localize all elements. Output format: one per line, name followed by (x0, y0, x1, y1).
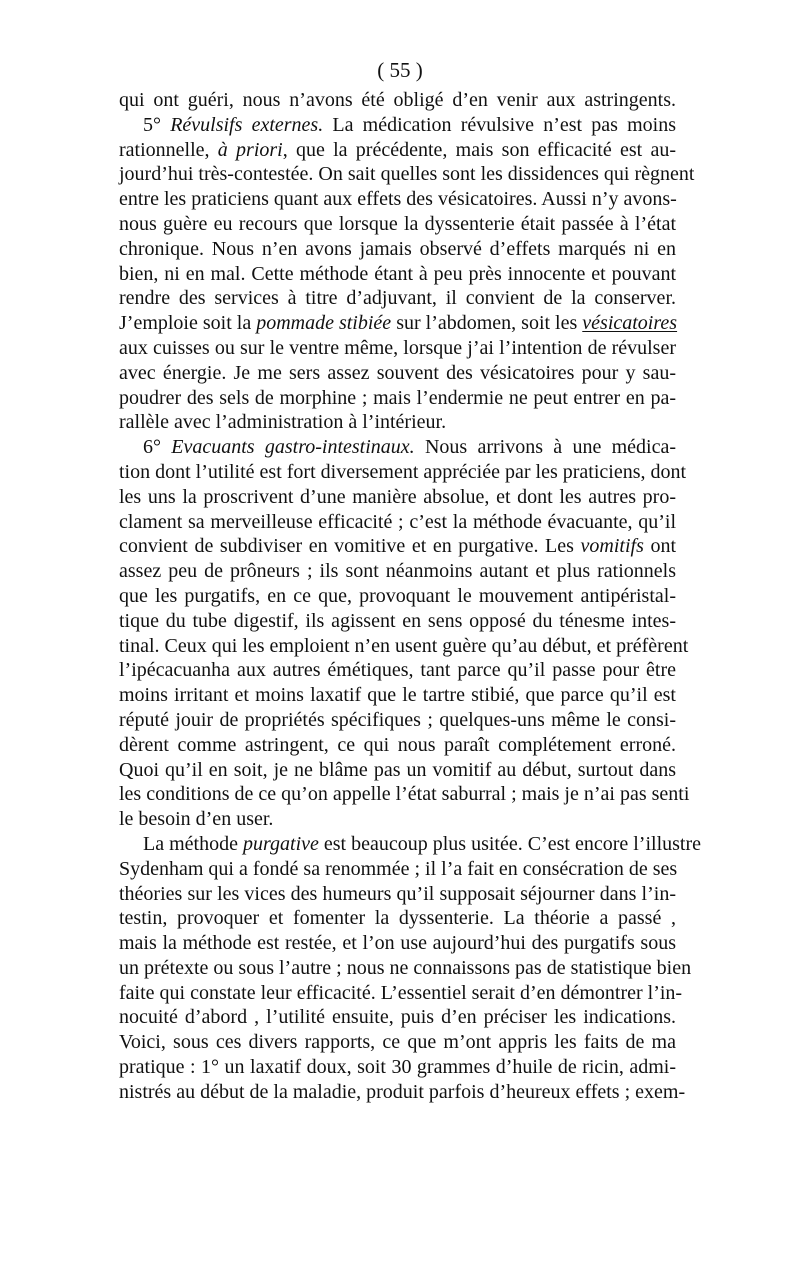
text-line (119, 361, 676, 386)
text-line (119, 1030, 676, 1055)
text-span: J’emploie soit la (119, 312, 257, 335)
text-line (119, 460, 687, 485)
text-line (119, 534, 676, 559)
text-span: entre les praticiens quant aux effets des vésicatoires. Aussi n’y avons- (119, 188, 677, 211)
text-line (119, 832, 701, 857)
text-line (119, 733, 676, 758)
text-span: nistrés au début de la maladie, produit parfois d’heureux effets ; exem- (119, 1080, 686, 1103)
text-span: Quoi qu’il en soit, je ne blâme pas un vomitif au début, surtout dans (119, 758, 676, 781)
text-span: bien, ni en mal. Cette méthode étant à peu près innocente et pouvant (119, 262, 676, 285)
text-span: avec énergie. Je me sers assez souvent des vésicatoires pour y sau- (119, 361, 676, 384)
text-span: que les purgatifs, en ce que, provoquant le mouvement antipéristal- (119, 584, 676, 607)
text-span: faite qui constate leur efficacité. L’essentiel serait d’en démontrer l’in- (119, 981, 683, 1004)
text-line (119, 1005, 676, 1030)
text-line (119, 758, 676, 783)
text-span: 6° (143, 436, 172, 459)
text-span: Sydenham qui a fondé sa renommée ; il l’a fait en consécration de ses (119, 857, 678, 880)
text-span: est beaucoup plus usitée. C’est encore l’illustre (318, 832, 701, 855)
text-line (119, 386, 676, 411)
text-span: tique du tube digestif, ils agissent en sens opposé du ténesme intes- (119, 609, 676, 632)
page-number: ( 55 ) (377, 58, 423, 82)
text-line (119, 1080, 686, 1105)
italic-text: Evacuants gastro-intestinaux. (171, 436, 415, 459)
text-span: réputé jouir de propriétés spécifiques ; quelques-uns même le consi- (119, 708, 676, 731)
text-line (119, 981, 683, 1006)
text-span: aux cuisses ou sur le ventre même, lorsque j’ai l’intention de révulser (119, 336, 676, 359)
text-span: rendre des services à titre d’adjuvant, il convient de la conserver. (119, 287, 676, 310)
text-line (119, 237, 676, 262)
text-span: rationnelle, (119, 138, 218, 161)
text-line (119, 262, 676, 287)
text-span: ont (643, 535, 676, 558)
text-line (119, 286, 676, 311)
text-span: l’ipécacuanha aux autres émétiques, tant parce qu’il passe pour être (119, 659, 676, 682)
text-span: testin, provoquer et fomenter la dyssenterie. La théorie a passé , (119, 907, 676, 930)
text-span: chronique. Nous n’en avons jamais observé d’effets marqués ni en (119, 237, 676, 260)
text-line (119, 683, 676, 708)
text-span: assez peu de prôneurs ; ils sont néanmoins autant et plus rationnels (119, 560, 676, 583)
text-line (119, 435, 676, 460)
text-span: théories sur les vices des humeurs qu’il supposait séjourner dans l’in- (119, 882, 676, 905)
text-span: les uns la proscrivent d’une manière absolue, et dont les autres pro- (119, 485, 676, 508)
text-line (119, 807, 676, 832)
text-span: sur l’abdomen, soit les (391, 312, 583, 335)
text-line (119, 956, 692, 981)
text-line (119, 782, 690, 807)
text-line (119, 510, 676, 535)
italic-text: vésicatoires (582, 312, 678, 335)
text-line (119, 1055, 676, 1080)
text-span: dèrent comme astringent, ce qui nous paraît complétement erroné. (119, 733, 676, 756)
text-line (119, 634, 689, 659)
text-line (119, 931, 676, 956)
text-span: pratique : 1° un laxatif doux, soit 30 grammes d’huile de ricin, admi- (119, 1056, 676, 1079)
text-line (119, 187, 676, 212)
text-span: Nous arrivons à une médica- (414, 436, 677, 459)
text-span: La méthode (143, 832, 243, 855)
text-line (119, 609, 676, 634)
text-span: le besoin d’en user. (119, 808, 274, 831)
text-line (119, 138, 676, 163)
text-line (119, 162, 695, 187)
text-span: tion dont l’utilité est fort diversement appréciée par les praticiens, dont (119, 460, 687, 483)
text-span: mais la méthode est restée, et l’on use aujourd’hui des purgatifs sous (119, 932, 676, 955)
text-line (119, 485, 676, 510)
text-span: tinal. Ceux qui les emploient n’en usent guère qu’au début, et préfèrent (119, 634, 689, 657)
italic-text: Révulsifs externes. (170, 113, 324, 136)
text-line (119, 906, 676, 931)
text-span: rallèle avec l’administration à l’intérieur. (119, 411, 447, 434)
text-line (119, 336, 676, 361)
text-span: poudrer des sels de morphine ; mais l’endermie ne peut entrer en pa- (119, 386, 676, 409)
text-span: Voici, sous ces divers rapports, ce que m’ont appris les faits de ma (119, 1031, 676, 1054)
text-span: les conditions de ce qu’on appelle l’état saburral ; mais je n’ai pas senti (119, 783, 690, 806)
text-line (119, 410, 676, 435)
text-span: qui ont guéri, nous n’avons été obligé d’en venir aux astringents. (119, 89, 676, 111)
body-text (119, 88, 701, 1105)
text-line (119, 584, 676, 609)
text-span: nous guère eu recours que lorsque la dyssenterie était passée à l’état (119, 212, 676, 235)
text-line (119, 212, 676, 237)
text-line (119, 708, 676, 733)
italic-text: vomitifs (580, 535, 644, 558)
text-span: La médication révulsive n’est pas moins (323, 113, 677, 136)
italic-text: purgative (242, 832, 319, 855)
text-span: clament sa merveilleuse efficacité ; c’est la méthode évacuante, qu’il (119, 510, 676, 533)
text-line (119, 311, 676, 336)
text-span: nocuité d’abord , l’utilité ensuite, puis d’en préciser les indications. (119, 1006, 676, 1029)
text-line (119, 882, 676, 907)
text-line (119, 88, 676, 113)
italic-text: à priori (217, 138, 283, 161)
text-span: un prétexte ou sous l’autre ; nous ne connaissons pas de statistique bien (119, 956, 692, 979)
text-span: moins irritant et moins laxatif que le tartre stibié, que parce qu’il est (119, 684, 676, 707)
text-span: , que la précédente, mais son efficacité est au- (282, 138, 676, 161)
text-line (119, 658, 676, 683)
text-line (119, 559, 676, 584)
text-span: convient de subdiviser en vomitive et en purgative. Les (119, 535, 581, 558)
italic-text: pommade stibiée (256, 312, 392, 335)
text-line (119, 113, 676, 138)
text-line (119, 857, 676, 882)
text-span: jourd’hui très-contestée. On sait quelles sont les dissidences qui règnent (119, 163, 695, 186)
text-span: 5° (143, 113, 171, 136)
